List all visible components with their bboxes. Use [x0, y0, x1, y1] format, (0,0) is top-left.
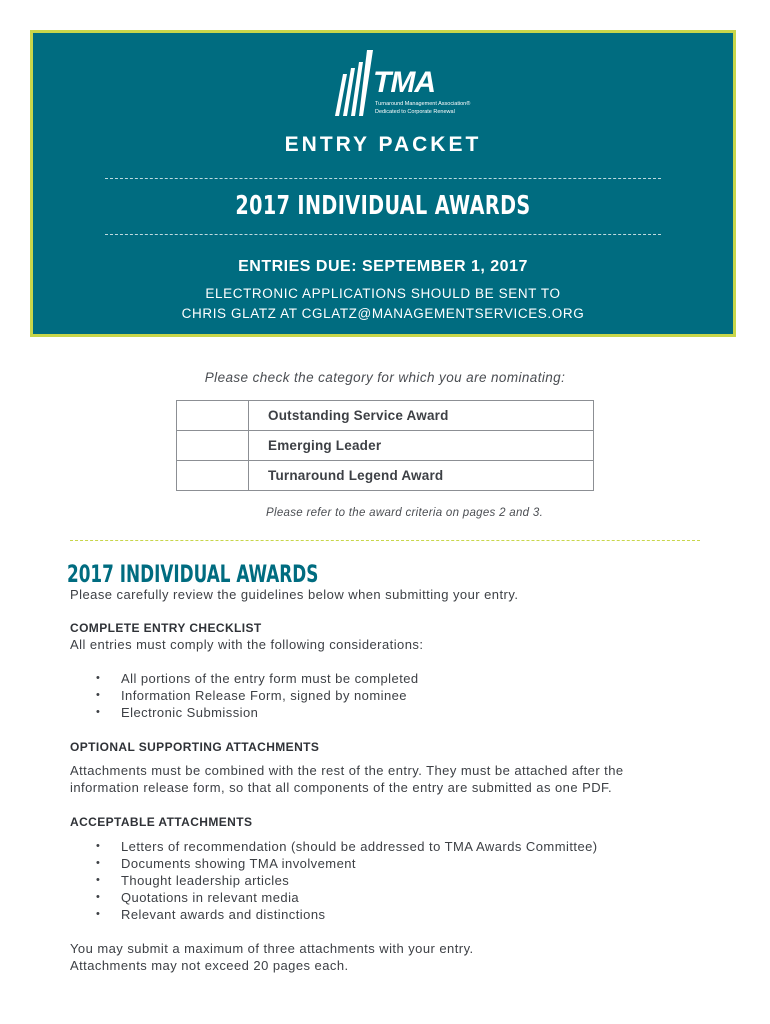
category-label: Outstanding Service Award [249, 401, 594, 431]
closing-line-2: Attachments may not exceed 20 pages each. [70, 958, 349, 973]
logo-wordmark: TMA [373, 66, 435, 99]
header-panel [30, 30, 736, 337]
list-item: • All portions of the entry form must be completed [96, 671, 419, 686]
header-divider-top [105, 178, 661, 179]
acceptable-list [96, 838, 598, 923]
list-item: • Relevant awards and distinctions [96, 907, 326, 922]
electronic-line-2: CHRIS GLATZ AT CGLATZ@MANAGEMENTSERVICES.ORG [181, 306, 585, 321]
entries-due: ENTRIES DUE: SEPTEMBER 1, 2017 [238, 258, 528, 275]
bullet-icon: • [96, 689, 101, 701]
bullet-icon: • [96, 706, 101, 718]
electronic-line-1: ELECTRONIC APPLICATIONS SHOULD BE SENT TO [205, 286, 561, 301]
entry-packet-title: ENTRY PACKET [284, 133, 482, 156]
optional-line-2: information release form, so that all components of the entry are submitted as one PDF. [70, 780, 613, 795]
category-row [177, 431, 594, 461]
bullet-icon: • [96, 840, 101, 852]
category-checkbox-turnaround-legend[interactable] [177, 461, 249, 491]
category-checkbox-emerging-leader[interactable] [177, 431, 249, 461]
category-label: Emerging Leader [249, 431, 594, 461]
tma-logo [333, 46, 473, 126]
checklist-heading: COMPLETE ENTRY CHECKLIST [70, 621, 262, 635]
category-table [176, 400, 594, 491]
category-label: Turnaround Legend Award [249, 461, 594, 491]
optional-text [70, 762, 680, 796]
checklist-intro: All entries must comply with the following considerations: [70, 637, 424, 652]
tma-logo-icon [333, 46, 377, 124]
checklist-list [96, 670, 419, 721]
bullet-icon: • [96, 874, 101, 886]
bullet-icon: • [96, 908, 101, 920]
closing-line-1: You may submit a maximum of three attachments with your entry. [70, 941, 474, 956]
electronic-instructions [33, 284, 733, 324]
list-item: • Documents showing TMA involvement [96, 856, 356, 871]
bullet-icon: • [96, 857, 101, 869]
acceptable-heading: ACCEPTABLE ATTACHMENTS [70, 815, 253, 829]
criteria-note: Please refer to the award criteria on pages 2 and 3. [266, 507, 544, 519]
guidelines-title: 2017 INDIVIDUAL AWARDS [67, 560, 319, 588]
list-item: • Letters of recommendation (should be addressed to TMA Awards Committee) [96, 839, 598, 854]
optional-heading: OPTIONAL SUPPORTING ATTACHMENTS [70, 740, 320, 754]
list-item: • Thought leadership articles [96, 873, 290, 888]
logo-org-name: Turnaround Management Association® [375, 101, 471, 107]
category-checkbox-outstanding-service[interactable] [177, 401, 249, 431]
category-instruction: Please check the category for which you are nominating: [204, 370, 566, 385]
section-divider [70, 540, 700, 541]
category-row [177, 401, 594, 431]
bullet-icon: • [96, 891, 101, 903]
bullet-icon: • [96, 672, 101, 684]
list-item: • Quotations in relevant media [96, 890, 300, 905]
category-row [177, 461, 594, 491]
closing-text [70, 940, 680, 974]
logo-tagline: Dedicated to Corporate Renewal [375, 109, 455, 115]
guidelines-intro: Please carefully review the guidelines below when submitting your entry. [70, 587, 519, 602]
optional-line-1: Attachments must be combined with the rest of the entry. They must be attached after the [70, 763, 624, 778]
header-divider-bottom [105, 234, 661, 235]
header-awards-title: 2017 INDIVIDUAL AWARDS [235, 191, 531, 221]
list-item: • Information Release Form, signed by nominee [96, 688, 407, 703]
list-item: • Electronic Submission [96, 705, 259, 720]
